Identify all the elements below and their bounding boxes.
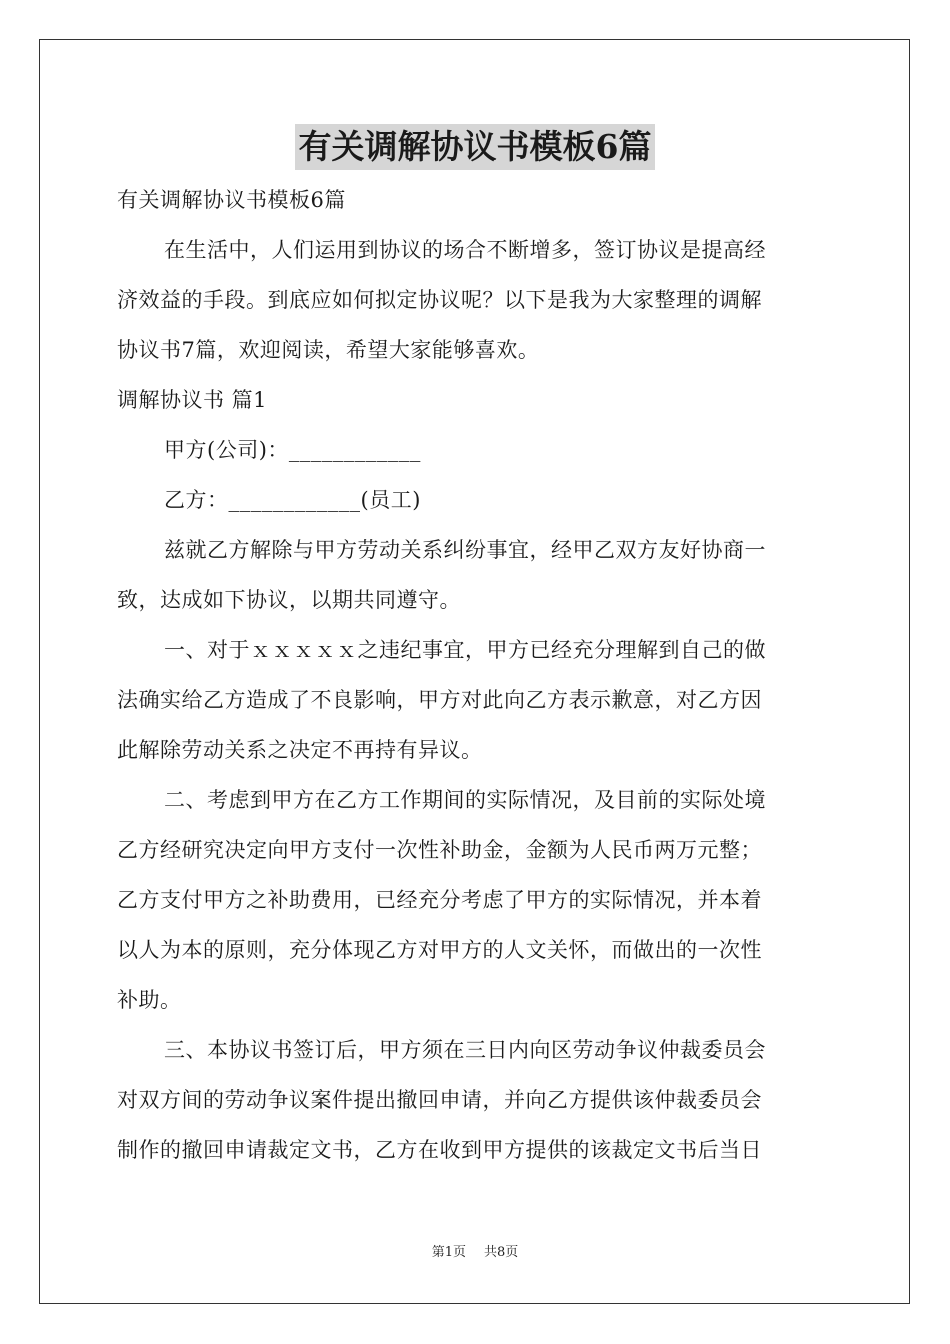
text-line: 甲方(公司)：____________ (164, 438, 421, 462)
text-line: 补助。 (117, 988, 182, 1012)
text-line: 致，达成如下协议，以期共同遵守。 (117, 588, 461, 612)
text-line: 调解协议书 篇1 (117, 388, 268, 412)
text-line: 一、对于ｘｘｘｘｘ之违纪事宜，甲方已经充分理解到自己的做 (164, 638, 766, 662)
text-line: 在生活中，人们运用到协议的场合不断增多，签订协议是提高经 (164, 238, 766, 262)
text-line: 对双方间的劳动争议案件提出撤回申请，并向乙方提供该仲裁委员会 (117, 1088, 762, 1112)
text-line: 有关调解协议书模板6篇 (117, 188, 346, 212)
text-line: 以人为本的原则，充分体现乙方对甲方的人文关怀，而做出的一次性 (117, 938, 762, 962)
title-container (0, 124, 950, 170)
text-line: 乙方：____________(员工) (164, 488, 421, 512)
document-title: 有关调解协议书模板6篇 (295, 124, 656, 170)
text-line: 二、考虑到甲方在乙方工作期间的实际情况，及目前的实际处境 (164, 788, 766, 812)
text-line: 乙方经研究决定向甲方支付一次性补助金，金额为人民币两万元整； (117, 838, 762, 862)
text-line: 乙方支付甲方之补助费用，已经充分考虑了甲方的实际情况，并本着 (117, 888, 762, 912)
text-line: 兹就乙方解除与甲方劳动关系纠纷事宜，经甲乙双方友好协商一 (164, 538, 766, 562)
text-line: 三、本协议书签订后，甲方须在三日内向区劳动争议仲裁委员会 (164, 1038, 766, 1062)
page-total: 共8页 (484, 1245, 519, 1260)
text-line: 此解除劳动关系之决定不再持有异议。 (117, 738, 483, 762)
page-number: 第1页 (431, 1245, 466, 1260)
text-line: 济效益的手段。到底应如何拟定协议呢？以下是我为大家整理的调解 (117, 288, 762, 312)
text-line: 协议书7篇，欢迎阅读，希望大家能够喜欢。 (117, 338, 540, 362)
text-line: 制作的撤回申请裁定文书，乙方在收到甲方提供的该裁定文书后当日 (117, 1138, 762, 1162)
text-line: 法确实给乙方造成了不良影响，甲方对此向乙方表示歉意，对乙方因 (117, 688, 762, 712)
page-footer (0, 1243, 950, 1263)
document-body (117, 178, 833, 1178)
